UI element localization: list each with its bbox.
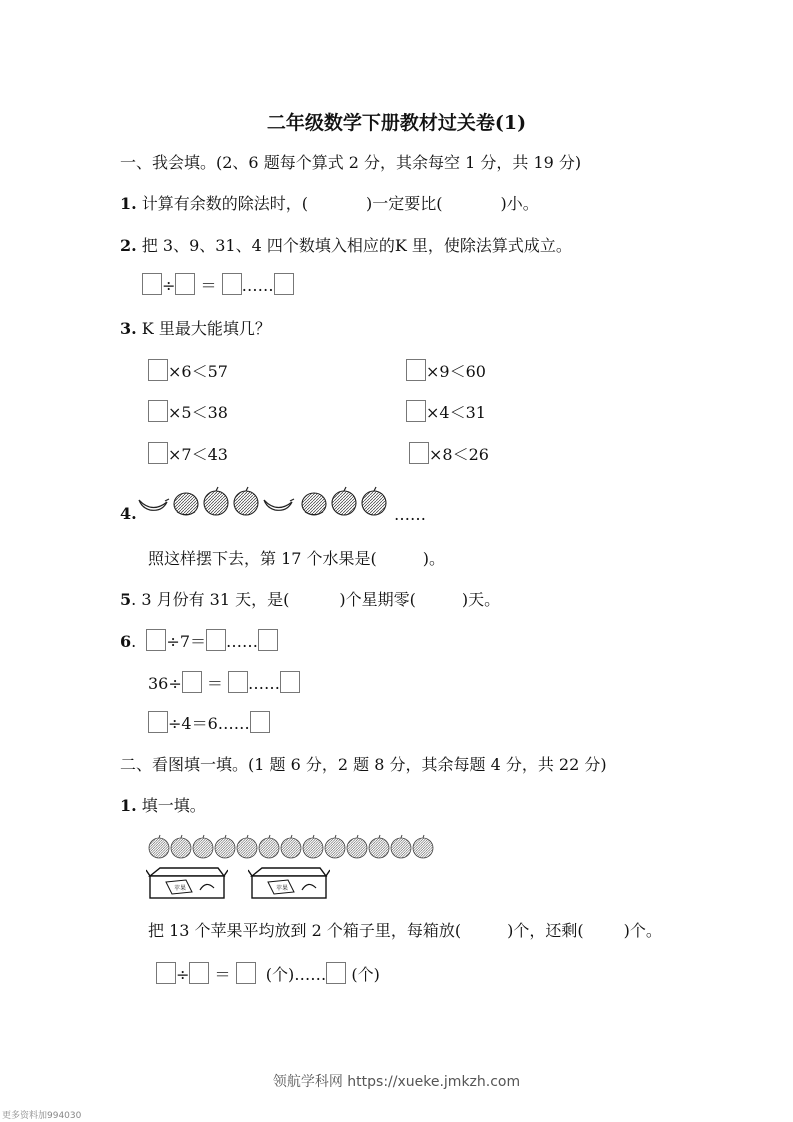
question-4-text xyxy=(148,546,445,569)
peach-icon xyxy=(302,493,326,515)
question-text: 填一填。 xyxy=(141,796,206,815)
inequality-text: ×9＜60 xyxy=(426,362,486,381)
divide-sign: ÷ xyxy=(176,965,190,984)
answer-box[interactable] xyxy=(274,273,294,295)
inequality-text: ×5＜38 xyxy=(168,403,228,422)
answer-box[interactable] xyxy=(280,671,300,693)
apple-icon xyxy=(149,835,169,858)
equals-sign: ＝ xyxy=(214,965,231,984)
section1-heading: 一、我会填。(2、6 题每个算式 2 分，其余每空 1 分，共 19 分) xyxy=(120,153,582,172)
apple-icon xyxy=(204,487,228,515)
divide-sign: ÷ xyxy=(162,276,176,295)
answer-box[interactable] xyxy=(146,629,166,651)
answer-box[interactable] xyxy=(148,359,168,381)
section2-heading: 二、看图填一填。(1 题 6 分，2 题 8 分，其余每题 4 分，共 22 分) xyxy=(120,755,607,774)
question-text: . 3 月份有 31 天，是( xyxy=(131,590,290,609)
question-1 xyxy=(120,191,539,214)
question-number: 6 xyxy=(120,632,132,651)
q2-equation xyxy=(142,273,294,296)
apple-icon xyxy=(332,487,356,515)
answer-box[interactable] xyxy=(222,273,242,295)
inequality-text: ×4＜31 xyxy=(426,403,486,422)
unit-text: (个) xyxy=(351,965,380,984)
question-text: 照这样摆下去，第 17 个水果是( xyxy=(148,549,377,568)
answer-box[interactable] xyxy=(326,962,346,984)
question-text: )一定要比( xyxy=(366,194,443,213)
question-3 xyxy=(120,316,271,339)
equation-text: ÷4＝6…… xyxy=(168,714,250,733)
fruit-sequence xyxy=(136,486,396,520)
answer-box[interactable] xyxy=(228,671,248,693)
question-text: )。 xyxy=(422,549,446,568)
answer-box[interactable] xyxy=(156,962,176,984)
equals-sign: ＝ xyxy=(206,674,223,693)
question-text: )个，还剩( xyxy=(507,921,584,940)
remainder-dots: …… xyxy=(247,674,280,693)
question-dot: . xyxy=(131,632,137,651)
question-text: )小。 xyxy=(500,194,539,213)
equation-text: ÷7＝ xyxy=(166,632,206,651)
apple-icon xyxy=(237,835,257,858)
question-text: )个。 xyxy=(623,921,662,940)
banana-icon xyxy=(264,499,294,510)
question-number: 2. xyxy=(120,236,137,255)
answer-box[interactable] xyxy=(206,629,226,651)
answer-box[interactable] xyxy=(175,273,195,295)
answer-box[interactable] xyxy=(148,442,168,464)
q3-item xyxy=(409,442,489,465)
answer-box[interactable] xyxy=(409,442,429,464)
question-4-number xyxy=(120,504,137,523)
apple-icon xyxy=(303,835,323,858)
question-number: 4. xyxy=(120,504,137,523)
question-text: )个星期零( xyxy=(339,590,416,609)
equation-text: 36÷ xyxy=(148,674,182,693)
question-number: 1. xyxy=(120,194,137,213)
apple-icon xyxy=(215,835,235,858)
unit-text: (个)…… xyxy=(265,965,327,984)
question-number: 5 xyxy=(120,590,132,609)
box-label: 苹果 xyxy=(276,885,289,892)
answer-box[interactable] xyxy=(182,671,202,693)
question-2 xyxy=(120,233,572,256)
apple-icon xyxy=(413,835,433,858)
answer-box[interactable] xyxy=(406,400,426,422)
apple-icon xyxy=(259,835,279,858)
answer-box[interactable] xyxy=(148,400,168,422)
answer-box[interactable] xyxy=(406,359,426,381)
apple-row xyxy=(148,834,438,860)
apple-icon xyxy=(193,835,213,858)
question-text: 计算有余数的除法时，( xyxy=(141,194,309,213)
apple-icon xyxy=(325,835,345,858)
sequence-dots: …… xyxy=(394,505,426,524)
question-number: 3. xyxy=(120,319,137,338)
answer-box[interactable] xyxy=(258,629,278,651)
footer-url: 领航学科网 https://xueke.jmkzh.com xyxy=(272,1074,521,1090)
box-icon xyxy=(248,866,330,900)
equals-sign: ＝ xyxy=(200,276,217,295)
box-icon xyxy=(146,866,228,900)
apple-icon xyxy=(369,835,389,858)
peach-icon xyxy=(174,493,198,515)
question-6-line-3 xyxy=(148,711,270,734)
apple-icon xyxy=(171,835,191,858)
q3-item xyxy=(406,359,486,382)
inequality-text: ×7＜43 xyxy=(168,445,228,464)
answer-box[interactable] xyxy=(236,962,256,984)
question-number: 1. xyxy=(120,796,137,815)
apple-icon xyxy=(347,835,367,858)
s2-q1-sentence xyxy=(148,918,662,941)
question-6-line-1 xyxy=(120,629,278,652)
question-5 xyxy=(120,587,500,610)
s2-q1-equation xyxy=(156,962,380,985)
question-text: )天。 xyxy=(461,590,501,609)
banana-icon xyxy=(139,499,169,510)
apple-icon xyxy=(391,835,411,858)
answer-box[interactable] xyxy=(189,962,209,984)
box-label: 苹果 xyxy=(174,885,187,892)
q3-item xyxy=(406,400,486,423)
q3-item xyxy=(148,359,228,382)
apple-icon xyxy=(281,835,301,858)
apple-icon xyxy=(234,487,258,515)
inequality-text: ×8＜26 xyxy=(429,445,489,464)
inequality-text: ×6＜57 xyxy=(168,362,228,381)
answer-box[interactable] xyxy=(142,273,162,295)
question-6-line-2 xyxy=(148,671,300,694)
page-title: 二年级数学下册教材过关卷(1) xyxy=(266,112,527,134)
question-text: 把 3、9、31、4 四个数填入相应的K 里，使除法算式成立。 xyxy=(141,236,572,255)
apple-icon xyxy=(362,487,386,515)
question-text: 把 13 个苹果平均放到 2 个箱子里，每箱放( xyxy=(148,921,462,940)
q3-item xyxy=(148,442,228,465)
q3-item xyxy=(148,400,228,423)
remainder-dots: …… xyxy=(226,632,258,651)
remainder-dots: …… xyxy=(241,276,274,295)
answer-box[interactable] xyxy=(250,711,270,733)
question-text: K 里最大能填几？ xyxy=(141,319,271,338)
answer-box[interactable] xyxy=(148,711,168,733)
s2-question-1 xyxy=(120,793,206,816)
corner-watermark: 更多资料加994030 xyxy=(2,1111,82,1121)
